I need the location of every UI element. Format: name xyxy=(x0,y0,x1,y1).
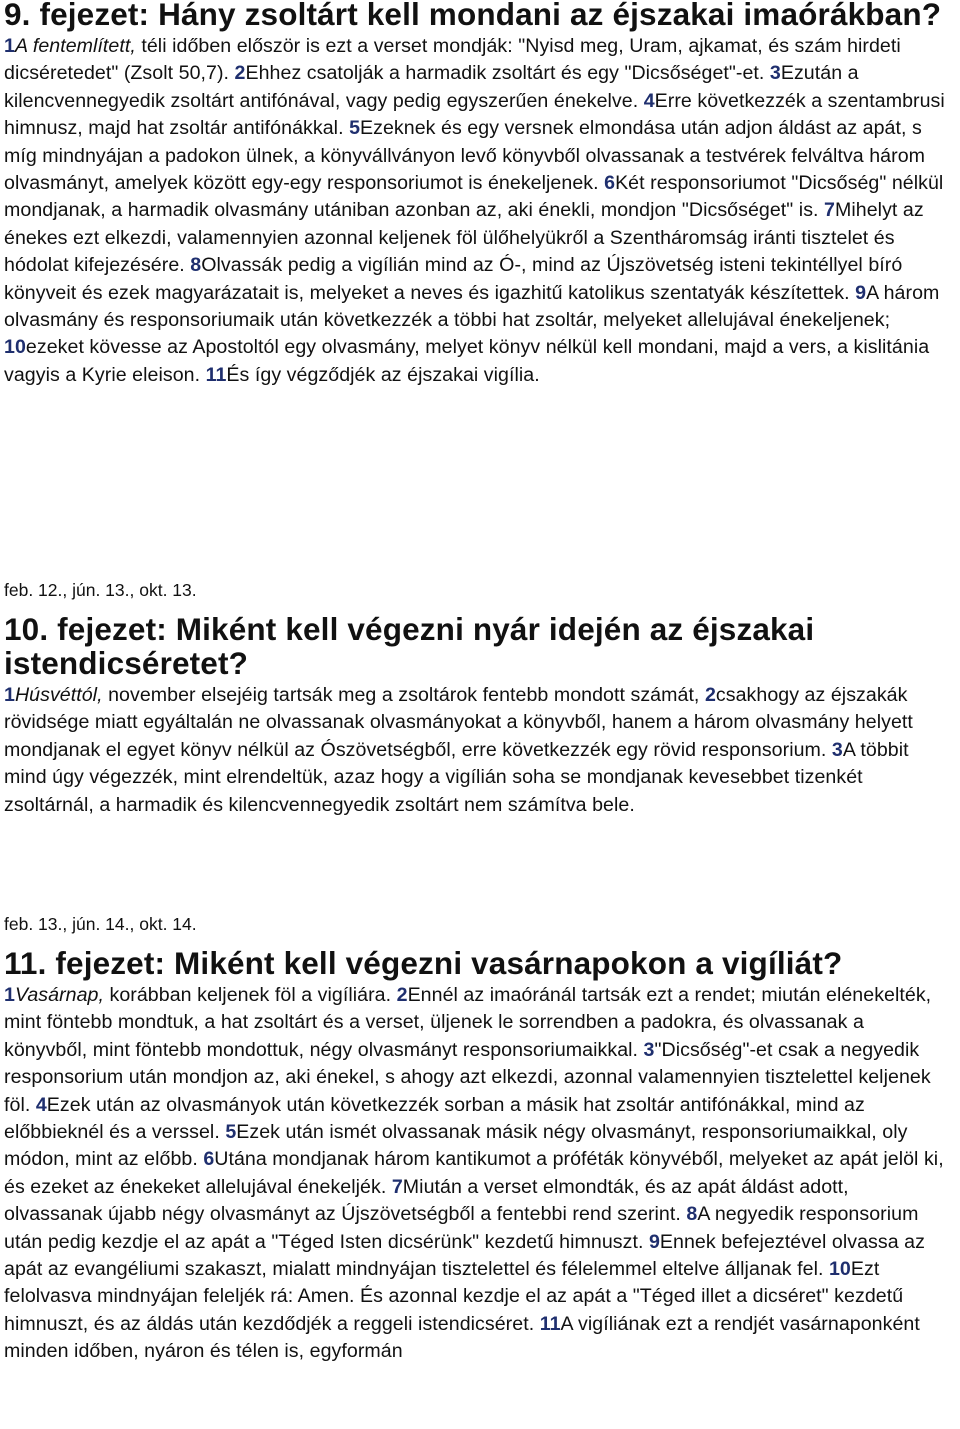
verse-number: 6 xyxy=(604,172,616,195)
verse-text: ezeket kövesse az Apostoltól egy olvasmány, melyet könyv nélkül kell mondani, majd a vers, a kislitánia vagyis a Kyrie eleison. xyxy=(4,336,930,386)
chapter-9-title: 9. fejezet: Hány zsoltárt kell mondani az éjszakai imaórákban? xyxy=(4,0,942,32)
chapter-10-title: 10. fejezet: Miként kell végezni nyár idején az éjszakai istendicséretet? xyxy=(4,611,815,681)
chapter-11 xyxy=(4,946,952,1366)
verse-number: 3 xyxy=(643,1038,655,1061)
verse-text: Ennél az imaóránál tartsák ezt a rendet; miután elénekelték, mint föntebb mondtuk, a hat zsoltárt és a verset, üljenek le sorrendben a padokra, és olvassanak a könyvből, mint föntebb mondottuk, négy olvasmányt responsoriumaikkal. xyxy=(4,984,932,1061)
verse-number: 3 xyxy=(831,738,843,761)
verse-text: csakhogy az éjszakák rövidsége miatt egyáltalán ne olvassanak olvasmányokat a könyvből, hanem a három olvasmány helyett mondjanak el egyet könyv nélkül az Ószövetségből, erre következzék egy rövid responsorium. xyxy=(4,684,913,761)
verse-number: 5 xyxy=(225,1121,237,1144)
verse-number: 11 xyxy=(205,363,227,386)
verse-number: 8 xyxy=(190,254,202,277)
verse-number: 6 xyxy=(203,1148,215,1171)
verse-number: 11 xyxy=(539,1312,561,1335)
reading-date-line: feb. 13., jún. 14., okt. 14. xyxy=(4,914,197,934)
verse-text: Ezeknek és egy versnek elmondása után adjon áldást az apát, s míg mindnyájan a padokon ülnek, a könyvállványon levő könyvből olvassanak a testvérek felváltva három olvasmányt, amelyek között egy-egy responsoriumot is énekeljenek. xyxy=(4,117,926,195)
chapter-10 xyxy=(4,612,952,819)
verse-text: "Dicsőség"-et csak a negyedik responsorium után mondjon az, aki énekel, s ahogy azt elkezdi, azonnal valamennyien tisztelettel keljenek föl. xyxy=(4,1038,931,1116)
reading-date-line: feb. 12., jún. 13., okt. 13. xyxy=(4,580,197,600)
verse-number: 10 xyxy=(4,336,26,359)
verse-number: 4 xyxy=(35,1093,47,1116)
verse-text: És így végződjék az éjszakai vigília. xyxy=(226,363,540,386)
verse-text: A negyedik responsorium után pedig kezdje el az apát a "Téged Isten dicsérünk" kezdetű himnuszt. xyxy=(4,1203,919,1253)
verse-number: 10 xyxy=(828,1258,851,1281)
verse-number: 1 xyxy=(4,35,15,57)
verse-text: Ezek után az olvasmányok után következzék sorban a másik hat zsoltár antifónákkal, mind az előbbieknél és a verssel. xyxy=(4,1093,865,1144)
verse-number: 4 xyxy=(643,89,655,112)
verse-number: 1 xyxy=(4,684,15,706)
verse-number: 7 xyxy=(391,1175,403,1198)
verse-number: 8 xyxy=(686,1203,698,1226)
verse-number: 5 xyxy=(349,117,361,140)
verse-number: 3 xyxy=(769,62,781,85)
verse-text: Ezek után ismét olvassanak másik négy olvasmányt, responsoriumaikkal, oly módon, mint az előbb. xyxy=(4,1121,908,1171)
verse-text: Ezután a kilencvennegyedik zsoltárt antifónával, vagy pedig egyszerűen énekelve. xyxy=(4,62,859,112)
verse-number: 1 xyxy=(4,984,15,1006)
verse-text: Ehhez csatolják a harmadik zsoltárt és egy "Dicsőséget"-et. xyxy=(245,62,770,85)
verse-number: 7 xyxy=(824,199,835,222)
verse-text: Húsvéttól, xyxy=(14,684,103,706)
verse-text: Miután a verset elmondták, és az apát áldást adott, olvassanak újabb négy olvasmányt az Újszövetségből a fentebbi rend szerint. xyxy=(4,1175,849,1226)
verse-text: Utána mondjanak három kantikumot a próféták könyvéből, melyeket az apát jelöl ki, és ezeket az énekeket allelujával énekeljék. xyxy=(4,1148,944,1198)
chapter-11-title: 11. fejezet: Miként kell végezni vasárnapokon a vigíliát? xyxy=(4,945,843,981)
chapter-10-body xyxy=(4,682,952,819)
verse-number: 2 xyxy=(704,684,716,706)
verse-text: A három olvasmány és responsoriumaik után következzék a többi hat zsoltár, melyeket allelujával énekeljenek; xyxy=(4,281,940,332)
verse-text: Erre következzék a szentambrusi himnusz, majd hat zsoltár antifónákkal. xyxy=(4,89,945,140)
chapter-9-body xyxy=(4,33,952,389)
verse-number: 9 xyxy=(648,1230,660,1253)
verse-text: A vigíliának ezt a rendjét vasárnaponként minden időben, nyáron és télen is, egyformán xyxy=(4,1312,920,1363)
verse-number: 9 xyxy=(855,281,867,304)
verse-text: november elsejéig tartsák meg a zsoltárok fentebb mondott számát, xyxy=(102,684,705,706)
verse-text: A többit mind úgy végezzék, mint elrendeltük, azaz hogy a vigílián soha se mondjanak kevesebbet tizenkét zsoltárnál, a harmadik és kilencvennegyedik zsoltárt nem számítva bele. xyxy=(4,738,909,816)
verse-text: Ennek befejeztével olvassa az apát az evangéliumi szakaszt, mialatt mindnyájan tisztelettel és félelemmel eltelve álljanak fel. xyxy=(4,1230,925,1281)
verse-number: 2 xyxy=(396,984,408,1006)
chapter-9 xyxy=(4,0,952,389)
verse-text: Ezt felolvasva mindnyájan feleljék rá: Amen. És azonnal kezdje el az apát a "Téged illet a dicséret" kezdetű himnuszt, és az áldás után kezdődjék a reggeli istendicséret. xyxy=(4,1258,904,1335)
verse-text: korábban keljenek föl a vigíliára. xyxy=(104,984,397,1006)
verse-text: Két responsoriumot "Dicsőség" nélkül mondjanak, a harmadik olvasmány utániban azonban az, aki énekli, mondjon "Dicsőséget" is. xyxy=(4,172,944,222)
verse-text: Olvassák pedig a vigílián mind az Ó-, mind az Újszövetség isteni tekintéllyel bíró könyveit és ezek magyarázatait is, melyeket a neves és igazhitű katolikus szentatyák készítettek. xyxy=(4,254,903,304)
verse-text: téli időben először is ezt a verset mondják: "Nyisd meg, Uram, ajkamat, és szám hirdeti dicséretedet" (Zsolt 50,7). xyxy=(4,35,901,85)
chapter-11-body xyxy=(4,982,952,1366)
verse-number: 2 xyxy=(234,62,246,85)
verse-text: A fentemlített, xyxy=(14,35,136,57)
verse-text: Mihelyt az énekes ezt elkezdi, valamennyien azonnal keljenek föl ülőhelyükről a Szentháromság iránti tisztelet és hódolat kifejezésére. xyxy=(4,199,924,277)
verse-text: Vasárnap, xyxy=(14,984,104,1006)
